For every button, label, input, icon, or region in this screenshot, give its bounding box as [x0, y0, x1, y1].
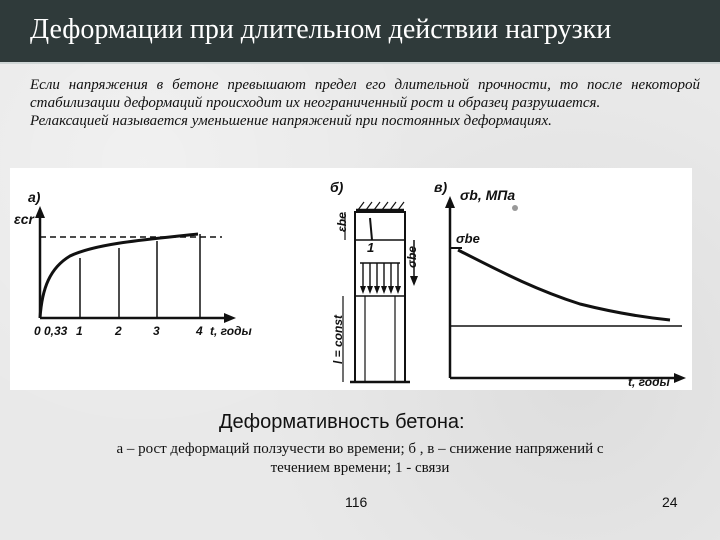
panel-a-tick-2: 2 [115, 324, 122, 338]
panel-b-load-arrowheads [360, 286, 401, 294]
panel-b-label: б) [330, 179, 344, 195]
title-bar [0, 0, 720, 64]
panel-c-x-label: t, годы [628, 375, 670, 389]
panel-a-x-label: t, годы [210, 324, 252, 338]
panel-a-tick-033: 0,33 [44, 324, 68, 338]
panel-a-y-label: εcr [14, 211, 34, 227]
panel-b-sigma-arrow [410, 276, 418, 286]
page-number-source: 116 [345, 494, 368, 510]
caption-line-1: а – рост деформаций ползучести во времени; б , в – снижение напряжений с [116, 441, 604, 457]
panel-b-link [370, 218, 372, 240]
panel-a-label: а) [28, 189, 41, 205]
panel-b-length-label: l = const [331, 314, 345, 364]
panel-b-specimen [355, 212, 405, 382]
panel-a-x-arrow [224, 313, 236, 323]
panel-b-sigma-label: σbe [405, 246, 419, 268]
figure-concrete-deformation [10, 168, 692, 390]
panel-a [14, 189, 253, 338]
paragraph-creep: Если напряжения в бетоне превышают предел его длительной прочности, то после некоторой стабилизации деформаций происходит их неограниченный рост и образец разрушается. [30, 77, 700, 111]
panel-c-label: в) [434, 179, 448, 195]
slide-title: Деформации при длительном действии нагрузки [30, 14, 612, 45]
paragraph-relaxation: Релаксацией называется уменьшение напряжений при постоянных деформациях. [30, 113, 552, 129]
panel-b-link-label: 1 [367, 240, 375, 255]
caption-line-2: течением времени; 1 - связи [270, 460, 450, 476]
panel-a-tick-4: 4 [196, 324, 203, 338]
figure-drawing [10, 168, 692, 390]
panel-c-y-arrow [445, 196, 455, 208]
panel-c-relaxation-curve [458, 250, 670, 320]
panel-a-tick-3: 3 [153, 324, 160, 338]
panel-c-start-label: σbe [456, 231, 480, 246]
panel-b-eps-label: εbe [335, 212, 349, 232]
panel-a-y-arrow [35, 206, 45, 218]
body-text [30, 76, 700, 130]
panel-a-tick-0: 0 [34, 324, 41, 338]
caption-body [50, 440, 670, 478]
panel-b [330, 179, 419, 382]
slide-number: 24 [662, 494, 678, 510]
panel-c-dot [512, 205, 518, 211]
panel-b-load-arrows [363, 263, 398, 290]
panel-c [434, 179, 686, 389]
panel-c-x-arrow [674, 373, 686, 383]
panel-c-y-label: σb, МПа [460, 187, 516, 203]
panel-a-tick-1: 1 [76, 324, 83, 338]
caption-title: Деформативность бетона: [219, 411, 465, 433]
